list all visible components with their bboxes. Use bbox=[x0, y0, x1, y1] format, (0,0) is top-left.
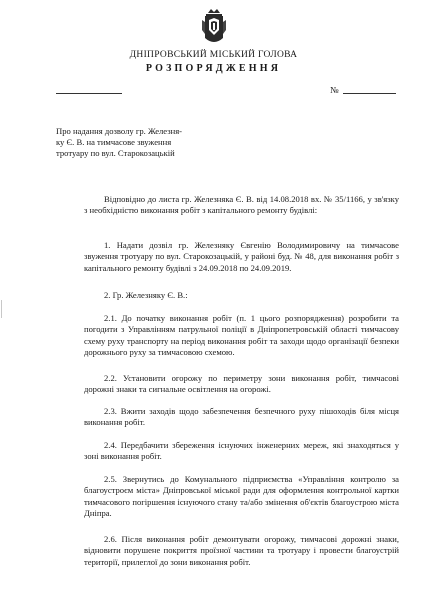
paragraph-2-3: 2.3. Вжити заходів щодо забезпечення безпечного руху пішоходів біля місця виконання робіт. bbox=[84, 406, 399, 428]
dnipro-coat-of-arms-icon bbox=[201, 8, 227, 46]
number-label: № bbox=[330, 85, 339, 95]
organization-name: ДНІПРОВСЬКИЙ МІСЬКИЙ ГОЛОВА bbox=[129, 50, 298, 60]
scan-edge-mark bbox=[1, 300, 2, 318]
subject-line: тротуару по вул. Старокозацькій bbox=[56, 148, 175, 159]
document-type: РОЗПОРЯДЖЕННЯ bbox=[145, 63, 282, 74]
paragraph-2-2: 2.2. Установити огорожу по периметру зони виконання робіт, тимчасові дорожні знаки та сигнальне освітлення на огорожі. bbox=[84, 373, 399, 395]
paragraph-1: 1. Надати дозвіл гр. Железняку Євгенію Володимировичу на тимчасове звуження тротуару по вул. Старокозацькій, у районі буд. № 48, для виконання робіт з капітального ремонту будівлі з 24.09.2018 по 24.09.2019. bbox=[84, 240, 399, 273]
paragraph-2-4: 2.4. Передбачити збереження існуючих інженерних мереж, які знаходяться у зоні виконання робіт. bbox=[84, 440, 399, 462]
subject-line: ку Є. В. на тимчасове звуження bbox=[56, 137, 172, 148]
paragraph-2-1: 2.1. До початку виконання робіт (п. 1 цього розпорядження) розробити та погодити з Управлінням патрульної поліції в Дніпропетровській області тимчасову схему руху транспорту на період виконання робіт та заходи щодо організації безпеки дорожнього руху за тимчасовою схемою. bbox=[84, 313, 399, 358]
paragraph-intro: Відповідно до листа гр. Железняка Є. В. від 14.08.2018 вх. № 35/1166, у зв'язку з необхідністю виконання робіт з капітального ремонту будівлі: bbox=[84, 194, 399, 216]
paragraph-2-5: 2.5. Звернутись до Комунального підприємства «Управління контролю за благоустроєм міста» Дніпровської міської ради для оформлення контрольної картки тимчасового погіршення існуючого стану та/або змінення об'єктів благоустрою міста Дніпра. bbox=[84, 474, 399, 519]
paragraph-2: 2. Гр. Железняку Є. В.: bbox=[104, 290, 188, 300]
subject-line: Про надання дозволу гр. Железня- bbox=[56, 126, 183, 136]
date-field-line bbox=[56, 93, 122, 94]
subject-block bbox=[56, 126, 231, 160]
number-field-line bbox=[343, 93, 396, 94]
paragraph-2-6: 2.6. Після виконання робіт демонтувати огорожу, тимчасові дорожні знаки, відновити порушене покриття проїзної частини та тротуару і провести благоустрій території, прилеглої до зони виконання робіт. bbox=[84, 534, 399, 567]
